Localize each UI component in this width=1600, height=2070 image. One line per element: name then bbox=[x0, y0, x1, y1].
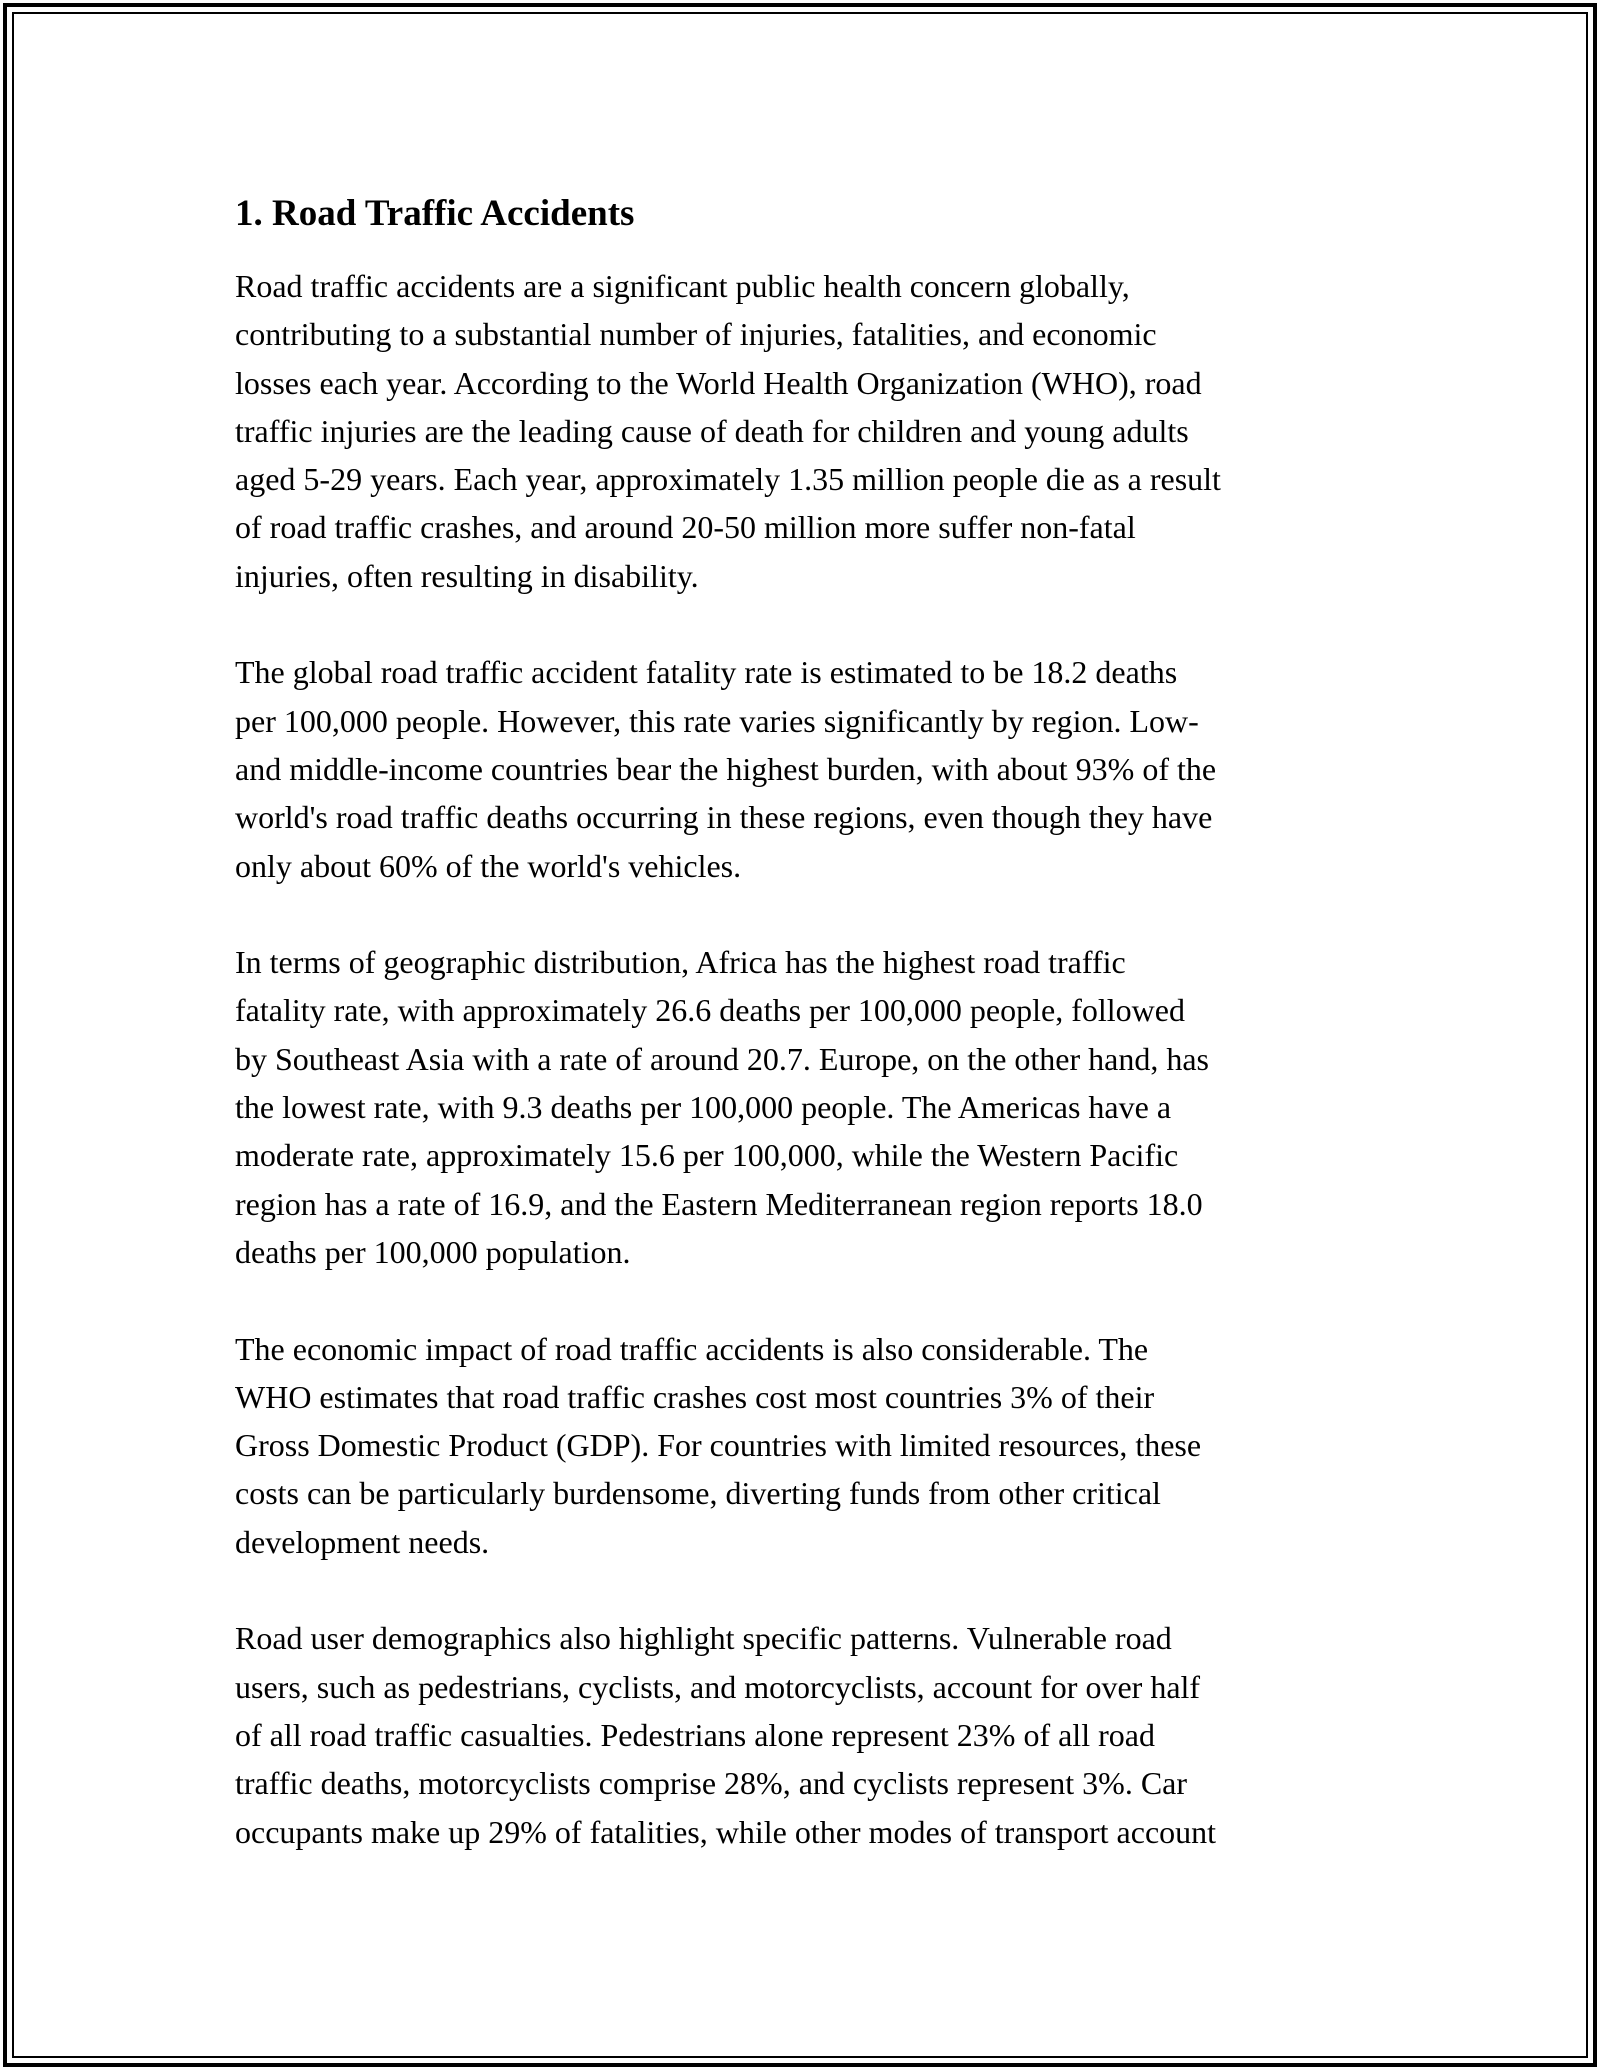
paragraph-overview: Road traffic accidents are a significant public health concern globally, contributing to a substantial number of injuries, fatalities, and economic losses each year. According to the World Health Organization (WHO), road traffic injuries are the leading cause of death for children and young adults aged 5-29 years. Each year, approximately 1.35 million people die as a result of road traffic crashes, and around 20-50 million more suffer non-fatal injuries, often resulting in disability. bbox=[235, 268, 1221, 594]
paragraph-geographic-distribution: In terms of geographic distribution, Africa has the highest road traffic fatality rate, with approximately 26.6 deaths per 100,000 people, followed by Southeast Asia with a rate of around 20.7. Europe, on the other hand, has the lowest rate, with 9.3 deaths per 100,000 people. The Americas have a moderate rate, approximately 15.6 per 100,000, while the Western Pacific region has a rate of 16.9, and the Eastern Mediterranean region reports 18.0 deaths per 100,000 population. bbox=[235, 944, 1209, 1270]
paragraph-economic-impact: The economic impact of road traffic accidents is also considerable. The WHO estimates that road traffic crashes cost most countries 3% of their Gross Domestic Product (GDP). For countries with limited resources, these costs can be particularly burdensome, diverting funds from other critical development needs. bbox=[235, 1330, 1202, 1560]
paragraph-road-user-demographics: Road user demographics also highlight specific patterns. Vulnerable road users, such as pedestrians, cyclists, and motorcyclists, account for over half of all road traffic casualties. Pedestrians alone represent 23% of all road traffic deaths, motorcyclists comprise 28%, and cyclists represent 3%. Car occupants make up 29% of fatalities, while other modes of transport account bbox=[235, 1620, 1217, 1850]
paragraph-fatality-rate: The global road traffic accident fatality rate is estimated to be 18.2 deaths per 100,000 people. However, this rate varies significantly by region. Low- and middle-income countries bear the highest burden, with about 93% of the world's road traffic deaths occurring in these regions, even though they have only about 60% of the world's vehicles. bbox=[235, 654, 1217, 884]
document-body bbox=[235, 188, 1385, 1856]
section-heading: 1. Road Traffic Accidents bbox=[235, 193, 635, 234]
